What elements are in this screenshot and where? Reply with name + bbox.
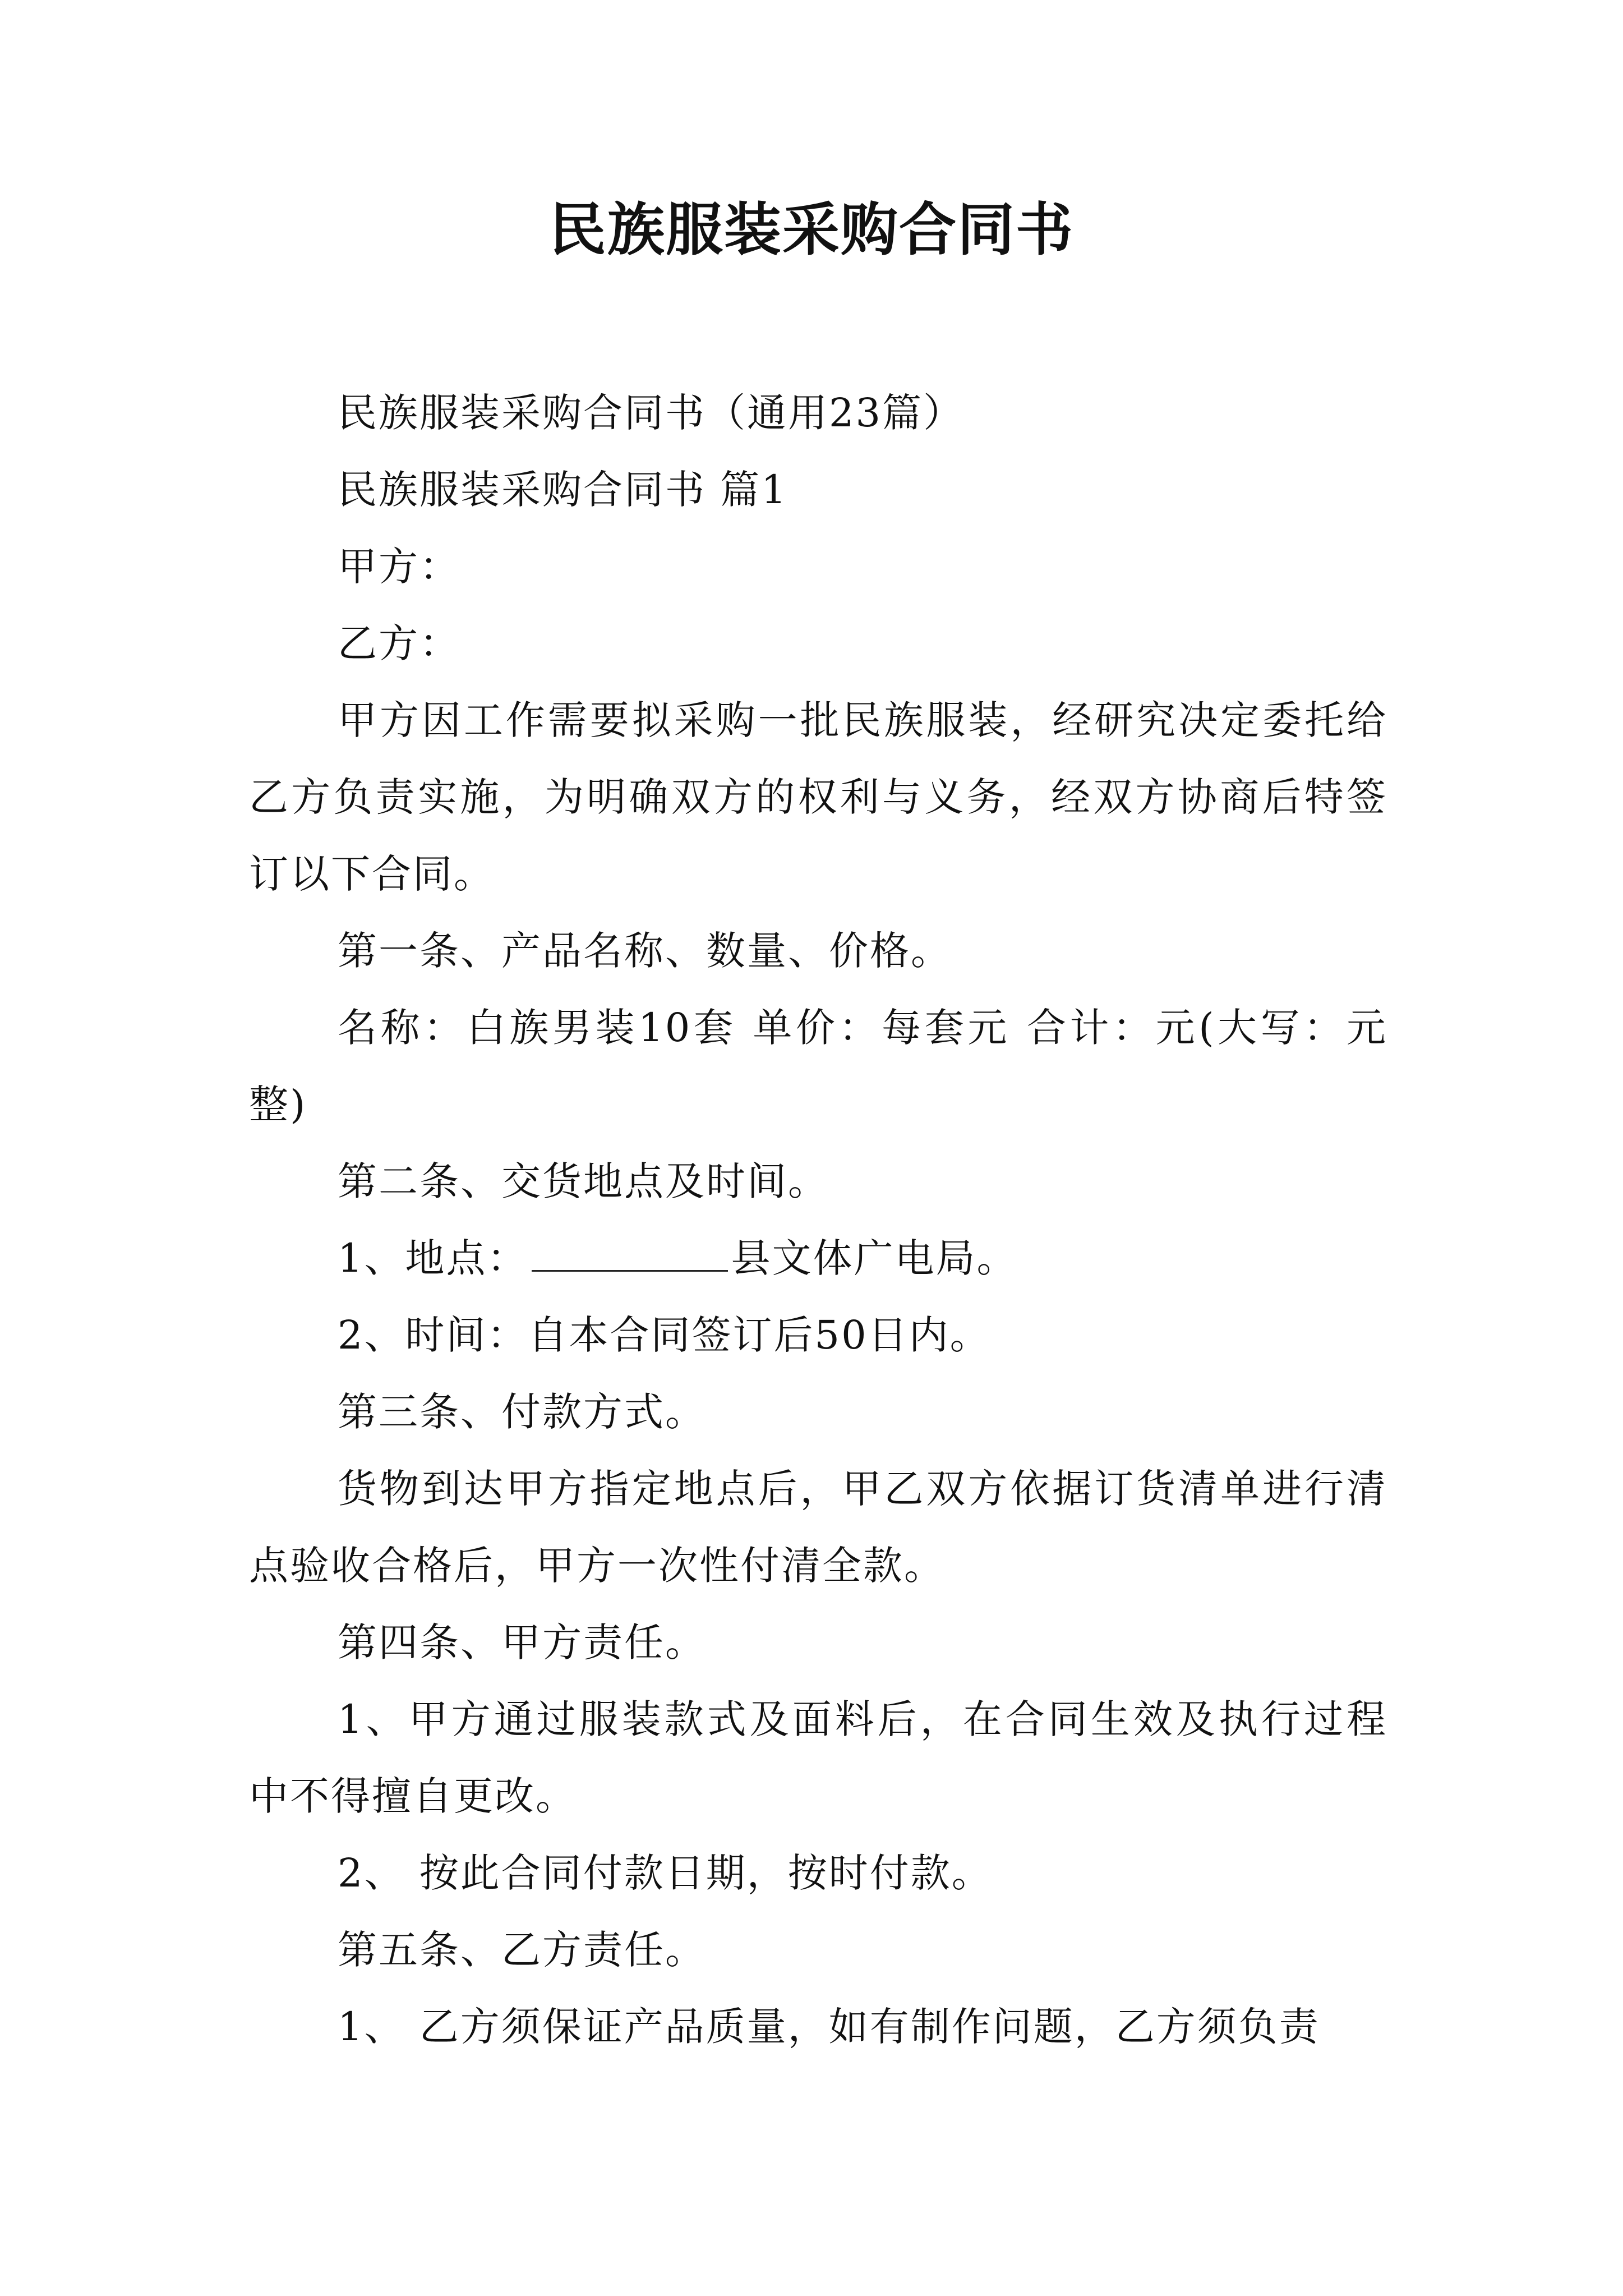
paragraph-delivery-location xyxy=(249,1220,1387,1297)
paragraph-subtitle: 民族服装采购合同书（通用23篇） xyxy=(338,390,965,436)
paragraph-party-a: 甲方： xyxy=(338,544,460,590)
paragraph-delivery-time: 2、时间：自本合同签订后50日内。 xyxy=(338,1312,991,1358)
document-body xyxy=(249,375,1387,2065)
paragraph-section-heading: 民族服装采购合同书 篇1 xyxy=(338,467,788,513)
paragraph-article-2: 第二条、交货地点及时间。 xyxy=(338,1158,829,1204)
paragraph-article-5: 第五条、乙方责任。 xyxy=(338,1927,706,1973)
blank-underline xyxy=(532,1235,728,1272)
delivery-location-label: 1、地点： xyxy=(338,1235,528,1281)
paragraph-party-b: 乙方： xyxy=(338,620,460,666)
paragraph-party-a-duty-1: 1、甲方通过服装款式及面料后，在合同生效及执行过程中不得擅自更改。 xyxy=(249,1696,1387,1819)
paragraph-party-a-duty-2: 2、 按此合同付款日期，按时付款。 xyxy=(338,1850,993,1896)
paragraph-payment-terms: 货物到达甲方指定地点后，甲乙双方依据订货清单进行清点验收合格后，甲方一次性付清全款。 xyxy=(249,1466,1387,1589)
paragraph-preamble: 甲方因工作需要拟采购一批民族服装，经研究决定委托给乙方负责实施，为明确双方的权利与义务，经双方协商后特签订以下合同。 xyxy=(249,697,1387,897)
document-title: 民族服装采购合同书 xyxy=(549,196,1074,264)
paragraph-article-4: 第四条、甲方责任。 xyxy=(338,1619,706,1665)
paragraph-article-3: 第三条、付款方式。 xyxy=(338,1389,706,1435)
paragraph-product-details: 名称：白族男装10套 单价：每套元 合计：元(大写：元整) xyxy=(249,1005,1387,1128)
paragraph-party-b-duty-1: 1、 乙方须保证产品质量，如有制作问题，乙方须负责 xyxy=(338,2004,1320,2050)
paragraph-article-1: 第一条、产品名称、数量、价格。 xyxy=(338,928,952,974)
delivery-location-suffix: 县文体广电局。 xyxy=(731,1235,1018,1281)
